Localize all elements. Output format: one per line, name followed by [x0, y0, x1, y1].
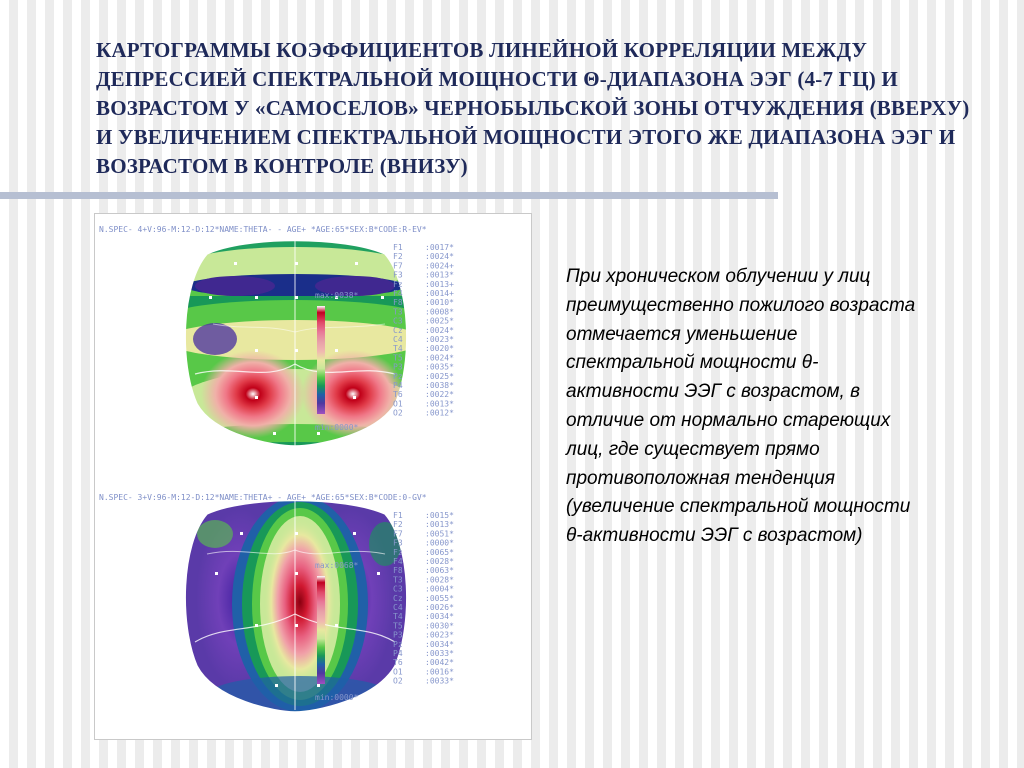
- bottom-lead-name: F4: [393, 557, 403, 566]
- bottom-lead-name: P4: [393, 649, 403, 658]
- top-lead-name: O1: [393, 399, 403, 409]
- bottom-lead-value: :0023*: [425, 630, 454, 640]
- bottom-lead-name: T5: [393, 621, 403, 631]
- top-lead-value: :0025*: [425, 371, 454, 381]
- bottom-lead-value: :0042*: [425, 658, 454, 668]
- bottom-lead-name: P3: [393, 630, 403, 640]
- top-lead-value: :0035*: [425, 362, 454, 372]
- top-lead-value: :0024*: [425, 353, 454, 363]
- top-lead-value: :0038*: [425, 381, 454, 390]
- top-max-label: max:0038*: [315, 291, 359, 300]
- bottom-lead-value: :0016*: [425, 667, 454, 677]
- bottom-map-header: N.SPEC- 3+V:96-M:12-D:12*NAME:THETA+ - AGE+ *AGE:65*SEX:B*CODE:0-GV*: [99, 493, 427, 502]
- bottom-lead-value: :0034*: [425, 639, 454, 649]
- bottom-lead-value: :0065*: [425, 547, 454, 557]
- top-lead-name: Fz: [393, 279, 403, 289]
- title-divider: [0, 192, 778, 199]
- bottom-lead-name: T3: [393, 575, 403, 585]
- top-lead-value: :0024+: [425, 261, 454, 271]
- bottom-lead-name: F1: [393, 511, 403, 520]
- top-lead-value: :0010*: [425, 298, 454, 308]
- bottom-lead-value: :0028*: [425, 575, 454, 585]
- top-lead-name: C4: [393, 335, 403, 344]
- top-lead-value: :0008*: [425, 307, 454, 317]
- bottom-lead-value: :0013*: [425, 520, 454, 530]
- top-lead-value: :0020*: [425, 344, 454, 354]
- top-lead-value: :0017*: [425, 243, 454, 252]
- bottom-lead-value: :0055*: [425, 593, 454, 603]
- bottom-lead-value: :0028*: [425, 557, 454, 566]
- top-lead-name: F4: [393, 289, 403, 298]
- bottom-lead-name: F8: [393, 566, 403, 576]
- bottom-lead-value: :0051*: [425, 529, 454, 539]
- bottom-lead-value: :0033*: [425, 676, 454, 686]
- top-lead-value: :0022*: [425, 390, 454, 400]
- bottom-lead-name: F2: [393, 520, 403, 530]
- slide-title: КАРТОГРАММЫ КОЭФФИЦИЕНТОВ ЛИНЕЙНОЙ КОРРЕЛЯЦИИ МЕЖДУ ДЕПРЕССИЕЙ СПЕКТРАЛЬНОЙ МОЩНОСТИ Θ-ДИАПАЗОНА ЭЭГ (4-7 ГЦ) И ВОЗРАСТОМ У «САМОСЕЛОВ» ЧЕРНОБЫЛЬСКОЙ ЗОНЫ ОТЧУЖДЕНИЯ (ВВЕРХУ) И УВЕЛИЧЕНИЕМ СПЕКТРАЛЬНОЙ МОЩНОСТИ ЭТОГО ЖЕ ДИАПАЗОНА ЭЭГ И ВОЗРАСТОМ В КОНТРОЛЕ (ВНИЗУ): [96, 38, 970, 178]
- bottom-min-label: min:0000*: [315, 693, 359, 702]
- top-lead-name: F2: [393, 252, 403, 262]
- top-lead-value: :0023*: [425, 335, 454, 344]
- top-brain-map: [165, 234, 425, 462]
- description-text: При хроническом облучении у лиц преимущественно пожилого возраста отмечается уменьшение спектральной мощности θ-активности ЭЭГ с возрастом, в отличие от нормально стареющих лиц, где существует прямо противоположная тенденция (увеличение спектральной мощности θ-активности ЭЭГ с возрастом): [566, 266, 916, 547]
- bottom-lead-name: C4: [393, 603, 403, 612]
- top-lead-value: :0025*: [425, 316, 454, 326]
- bottom-lead-name: Pz: [393, 639, 403, 649]
- top-lead-values: [393, 243, 454, 418]
- top-lead-name: F8: [393, 298, 403, 308]
- top-lead-value: :0024*: [425, 325, 454, 335]
- top-lead-value: :0012*: [425, 408, 454, 418]
- top-lead-name: T3: [393, 307, 403, 317]
- bottom-lead-name: Fz: [393, 547, 403, 557]
- top-lead-name: F3: [393, 270, 403, 280]
- bottom-max-label: max:0068*: [315, 561, 359, 570]
- top-lead-value: :0013+: [425, 279, 454, 289]
- eeg-map-figure: [94, 213, 532, 740]
- top-lead-value: :0024*: [425, 252, 454, 262]
- bottom-lead-name: O2: [393, 676, 403, 686]
- bottom-brain-map: [175, 494, 425, 724]
- bottom-lead-name: O1: [393, 667, 403, 677]
- top-lead-name: O2: [393, 408, 403, 418]
- top-lead-name: F1: [393, 243, 403, 252]
- top-color-scale: [317, 306, 325, 414]
- top-map-header: N.SPEC- 4+V:96-M:12-D:12*NAME:THETA- - AGE+ *AGE:65*SEX:B*CODE:R-EV*: [99, 225, 427, 234]
- bottom-lead-value: :0026*: [425, 603, 454, 612]
- top-lead-name: C3: [393, 316, 403, 326]
- top-lead-name: Pz: [393, 371, 403, 381]
- top-lead-name: T4: [393, 344, 403, 354]
- top-lead-value: :0014+: [425, 289, 454, 298]
- bottom-lead-name: F3: [393, 538, 403, 548]
- top-lead-name: Cz: [393, 325, 403, 335]
- bottom-lead-name: C3: [393, 584, 403, 594]
- top-lead-value: :0013*: [425, 270, 454, 280]
- bottom-lead-value: :0030*: [425, 621, 454, 631]
- top-lead-name: P3: [393, 362, 403, 372]
- bottom-lead-value: :0000*: [425, 538, 454, 548]
- bottom-lead-name: Cz: [393, 593, 403, 603]
- top-min-label: min:0000*: [315, 423, 359, 432]
- bottom-lead-values: [393, 511, 454, 686]
- bottom-color-scale: [317, 576, 325, 684]
- bottom-lead-name: T4: [393, 612, 403, 622]
- top-lead-name: T5: [393, 353, 403, 363]
- bottom-lead-value: :0063*: [425, 566, 454, 576]
- bottom-lead-name: F7: [393, 529, 403, 539]
- bottom-lead-value: :0015*: [425, 511, 454, 520]
- bottom-lead-value: :0034*: [425, 612, 454, 622]
- top-lead-name: F7: [393, 261, 403, 271]
- bottom-lead-name: T6: [393, 658, 403, 668]
- bottom-lead-value: :0004*: [425, 584, 454, 594]
- top-lead-value: :0013*: [425, 399, 454, 409]
- bottom-lead-value: :0033*: [425, 649, 454, 658]
- top-lead-name: P4: [393, 381, 403, 390]
- top-lead-name: T6: [393, 390, 403, 400]
